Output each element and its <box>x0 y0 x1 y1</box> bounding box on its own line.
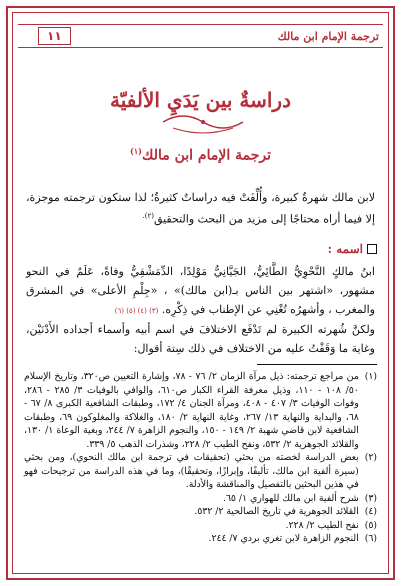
page-frame <box>6 6 395 580</box>
closing-paragraph: ولكنَّ شُهرته الكبيرة لم تَدْفَع الاختلافَ في اسم أبيه وأسماء أجداده الأَدْنَيْن، وغاية ما وَقَفْتُ عليه من الاختلاف في ذلك سِتة أقوال: <box>26 323 375 355</box>
footnote-number: (٦) <box>364 533 377 544</box>
footnote-ref: (٤) <box>137 307 147 315</box>
intro-text: لابن مالك شهرةٌ كبيرة، وأُلِّفَتْ فيه دراساتٌ كثيرةٌ؛ لذا ستكون ترجمته موجزة، إلا فيما أراه محتاجًا إلى مزيد من البحث والتحقيق <box>26 191 375 226</box>
footnote-ref: (١) <box>130 146 142 156</box>
sub-heading-text: ترجمة الإمام ابن مالك <box>141 147 271 164</box>
running-title: ترجمة الإمام ابن مالك <box>277 29 379 43</box>
footnote-ref: (٣) <box>149 307 159 315</box>
footnote-number: (٢) <box>364 452 377 463</box>
footnote-ref: (٢). <box>142 212 154 220</box>
footnote-divider <box>257 364 377 365</box>
footnote-text: النجوم الزاهرة لابن تغري بردي ٧/ ٢٤٤. <box>208 533 359 544</box>
footnote-ref: (٦) <box>114 307 124 315</box>
name-paragraph <box>26 262 375 321</box>
main-heading: دراسةٌ بين يَدَيِ الألفيّة <box>110 88 291 112</box>
intro-paragraph <box>26 188 375 229</box>
running-header <box>18 24 383 48</box>
page-number: ١١ <box>38 27 71 45</box>
footnote-number: (٤) <box>364 506 377 517</box>
footnote-item <box>24 492 377 506</box>
footnote-number: (٥) <box>364 519 377 531</box>
name-text: ابنُ مالكٍ النَّحْوِيُّ الطَّائِيُّ، الجَيَّانِيُّ مَوْلِدًا، الدِّمَشْقِيُّ وفاةً، عَلَمٌ في النحو مشهور، «اشتهر بين الناس بـ(ابن مالك)» ، «جِلْمِ الأعلى» في المشرق والمغرب ، وأشهرُه تُغْنِي عن الإطناب في ذِكْرِه. <box>26 265 375 316</box>
footnote-item <box>24 519 377 533</box>
footnote-text: بعض الدراسة لخصته من بحثي (تحقيقات في ترجمة ابن مالك النحوي)، ومن بحثي (سيرة ألفية ابن مالك، تأليفًا، وإبرازًا، وتحقيقًا)، وما في هذه الدراسة من ترجيحات فهو في هذين البحثين بالتفصيل والمناقشة والأدلة. <box>24 452 359 490</box>
footnote-number: (١) <box>364 371 377 382</box>
footnotes <box>24 370 377 546</box>
footnote-text: القلائد الجوهرية في تاريخ الصالحية ٢/ ٥٣٢. <box>194 506 359 517</box>
ornament-icon <box>158 108 248 136</box>
footnote-item <box>24 370 377 451</box>
footnote-text: شرح ألفية ابن مالك للهواري ١/ ٦٥. <box>222 492 359 504</box>
footnote-number: (٣) <box>364 492 377 504</box>
footnote-item <box>24 451 377 492</box>
footnote-ref: (٥) <box>126 307 136 315</box>
sub-heading <box>8 146 393 164</box>
footnote-text: نفح الطيب ٢/ ٢٢٨. <box>285 519 359 531</box>
footnote-item <box>24 532 377 546</box>
footnote-text: من مراجع ترجمته: ذيل مرآة الزمان ٢/ ٧٦ - ٧٨، وإشارة التعيين ص٣٢٠، وتاريخ الإسلام ٥٠/ ١٠٨ - ١١٠، وذيل معرفة القراء الكبار ص٦١٠، والوافي بالوفيات ٣/ ٢٨٥ - ٢٨٦، وفوات الوفيات ٣/ ٤٠٧ - ٤٠٨، ومرآة الجنان ٤/ ١٧٢، وطبقات الشافعية الكبرى ٨/ ٦٧ - ٦٨، والبداية والنهاية ١٣/ ٢٦٧، وغاية النهاية ٢/ ١٨٠، والغلاكة والمغلوكون ٦٩، وطبقات الشافعية لابن قاضي شهبة ٢/ ١٤٩ - ١٥٠، والنجوم الزاهرة ٧/ ٢٤٤، وبغية الوعاة ١/ ١٣٠، والقلائد الجوهرية ٢/ ٥٣٢، ونفح الطيب ٢/ ٢٢٨، وشذرات الذهب ٥/ ٣٣٩. <box>24 371 359 450</box>
square-bullet-icon <box>367 244 377 254</box>
footnote-item <box>24 505 377 519</box>
section-name-label <box>328 242 377 256</box>
footnote-refs <box>115 307 159 315</box>
section-label-text: اسمه : <box>327 242 363 256</box>
